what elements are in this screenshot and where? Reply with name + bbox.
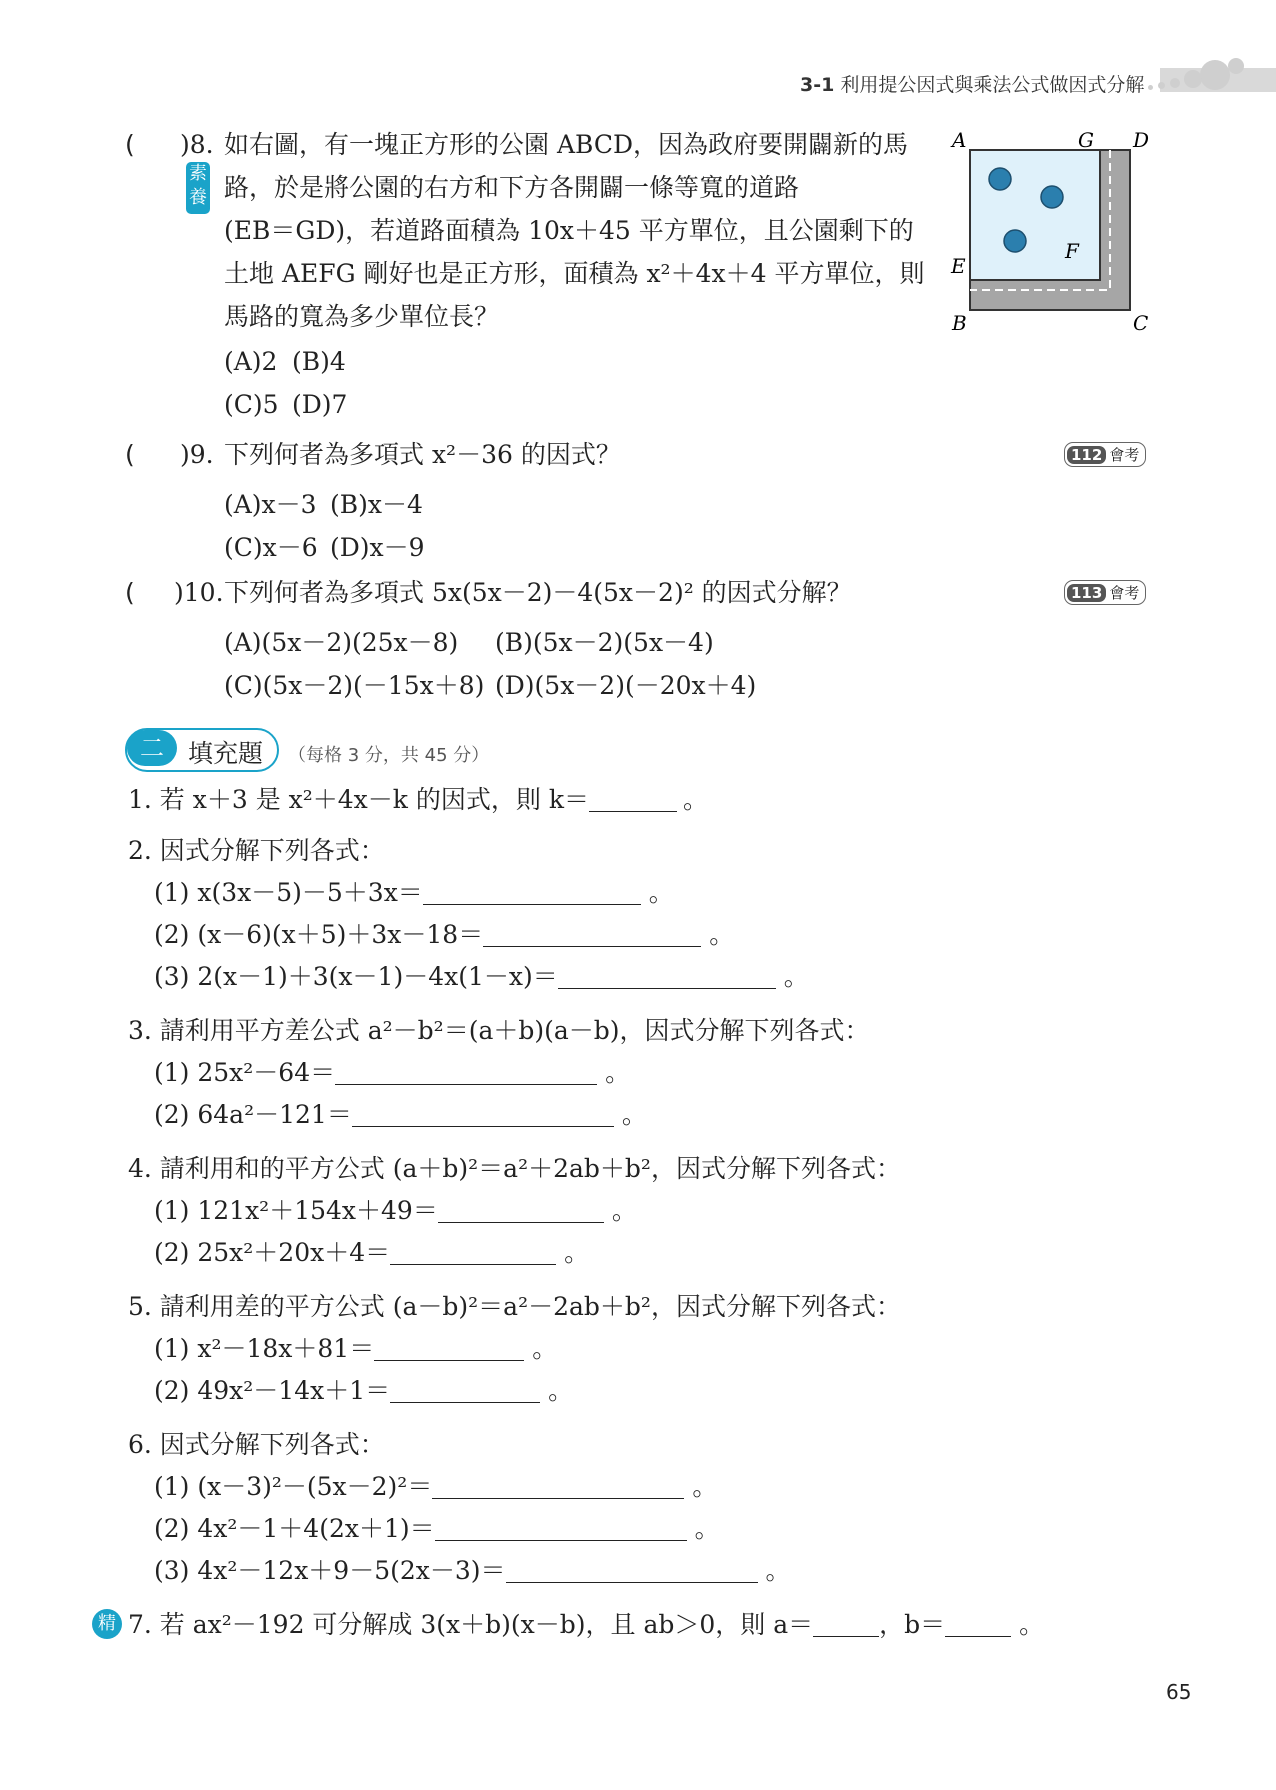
fill-item [154, 1336, 557, 1361]
option-a: (A)x－3 [224, 490, 317, 519]
option-d: (D)(5x－2)(－20x＋4) [495, 671, 757, 700]
question-number: )8. [180, 130, 214, 159]
label-f: F [1065, 239, 1079, 263]
answer-blank[interactable] [506, 1558, 758, 1583]
question-text-mid: ，b＝ [879, 1610, 946, 1639]
item-text: (1) x(3x－5)－5＋3x＝ [154, 878, 423, 907]
answer-blank[interactable] [558, 964, 776, 989]
label-g: G [1078, 128, 1094, 152]
fill-question-4-stem: 4. 請利用和的平方公式 (a＋b)²＝a²＋2ab＋b²，因式分解下列各式： [128, 1154, 901, 1183]
badge-text: 會考 [1109, 446, 1140, 464]
period: 。 [621, 1100, 647, 1129]
item-text: (3) 4x²－12x＋9－5(2x－3)＝ [154, 1556, 506, 1585]
label-a: A [952, 128, 967, 152]
item-text: (2) 49x²－14x＋1＝ [154, 1376, 391, 1405]
question-text: 7. 若 ax²－192 可分解成 3(x＋b)(x－b)，且 ab＞0，則 a＝ [128, 1610, 814, 1639]
item-text: (2) 25x²＋20x＋4＝ [154, 1238, 391, 1267]
label-e: E [951, 254, 966, 278]
period: 。 [648, 878, 674, 907]
option-d: (D)x－9 [330, 533, 425, 562]
answer-blank[interactable] [438, 1198, 604, 1223]
fill-item [154, 1060, 630, 1085]
option-c: (C)(5x－2)(－15x＋8) [224, 671, 485, 700]
period: 。 [709, 920, 735, 949]
answer-blank[interactable] [390, 1378, 540, 1403]
badge-year: 113 [1067, 584, 1106, 602]
option-d: (D)7 [292, 390, 348, 419]
question-text-line: 土地 AEFG 剛好也是正方形，面積為 x²＋4x＋4 平方單位，則 [224, 259, 925, 288]
question-text-line: (EB＝GD)，若道路面積為 10x＋45 平方單位，且公園剩下的 [224, 216, 914, 245]
badge-text: 會考 [1109, 584, 1140, 602]
fill-question-1 [128, 787, 708, 812]
question-text-line: 如右圖，有一塊正方形的公園 ABCD，因為政府要開闢新的馬 [224, 130, 909, 159]
badge-year: 112 [1067, 446, 1106, 464]
exam-badge [1064, 442, 1146, 467]
fill-question-7 [128, 1612, 1044, 1637]
section-title: 利用提公因式與乘法公式做因式分解 [840, 74, 1145, 96]
answer-blank[interactable] [374, 1336, 524, 1361]
answer-blank-a[interactable] [813, 1612, 879, 1637]
item-text: (1) 25x²－64＝ [154, 1058, 336, 1087]
period: 。 [694, 1514, 720, 1543]
fill-item [154, 1474, 717, 1499]
page-number: 65 [1166, 1680, 1192, 1704]
fill-item [154, 1198, 637, 1223]
question-number: )9. [180, 440, 214, 469]
period: 。 [564, 1238, 590, 1267]
fill-item [154, 964, 809, 989]
option-c: (C)5 [224, 390, 279, 419]
item-text: (2) 4x²－1＋4(2x＋1)＝ [154, 1514, 435, 1543]
item-text: (2) (x－6)(x＋5)＋3x－18＝ [154, 920, 484, 949]
option-b: (B)x－4 [330, 490, 423, 519]
period: 。 [1019, 1610, 1045, 1639]
exam-badge [1064, 580, 1146, 605]
park-figure [945, 125, 1155, 335]
answer-blank[interactable] [423, 880, 641, 905]
answer-blank-b[interactable] [945, 1612, 1011, 1637]
answer-blank[interactable] [335, 1060, 597, 1085]
item-text: (2) 64a²－121＝ [154, 1100, 352, 1129]
park-area-aefg [970, 150, 1100, 280]
fill-question-6-stem: 6. 因式分解下列各式： [128, 1430, 385, 1459]
running-header [800, 70, 1144, 97]
period: 。 [548, 1376, 574, 1405]
fill-question-5-stem: 5. 請利用差的平方公式 (a－b)²＝a²－2ab＋b²，因式分解下列各式： [128, 1292, 901, 1321]
period: 。 [682, 785, 708, 814]
fill-question-2-stem: 2. 因式分解下列各式： [128, 836, 385, 865]
fill-item [154, 922, 734, 947]
header-decor-dots [1140, 58, 1276, 98]
section-score-note: （每格 3 分，共 45 分） [288, 745, 490, 766]
option-a: (A)(5x－2)(25x－8) [224, 628, 459, 657]
section-title: 填充題 [188, 739, 264, 768]
selected-tag: 精 [92, 1609, 122, 1639]
period: 。 [783, 962, 809, 991]
question-text-line: 馬路的寬為多少單位長？ [224, 302, 500, 331]
label-d: D [1133, 128, 1150, 152]
answer-blank[interactable] [352, 1102, 614, 1127]
fill-item [154, 1558, 791, 1583]
fill-question-3-stem: 3. 請利用平方差公式 a²－b²＝(a＋b)(a－b)，因式分解下列各式： [128, 1016, 870, 1045]
answer-blank[interactable] [483, 922, 701, 947]
item-text: (1) (x－3)²－(5x－2)²＝ [154, 1472, 433, 1501]
period: 。 [611, 1196, 637, 1225]
period: 。 [692, 1472, 718, 1501]
fill-item [154, 1240, 589, 1265]
literacy-tag: 素養 [186, 162, 210, 214]
option-a: (A)2 [224, 347, 278, 376]
period: 。 [765, 1556, 791, 1585]
fill-item [154, 880, 674, 905]
answer-blank[interactable] [589, 787, 677, 812]
fill-item [154, 1516, 720, 1541]
item-text: (1) 121x²＋154x＋49＝ [154, 1196, 438, 1225]
section-number-badge: 二 [127, 730, 177, 766]
option-b: (B)(5x－2)(5x－4) [495, 628, 714, 657]
period: 。 [532, 1334, 558, 1363]
fill-item [154, 1378, 573, 1403]
question-text: 1. 若 x＋3 是 x²＋4x－k 的因式，則 k＝ [128, 785, 589, 814]
question-text: 下列何者為多項式 5x(5x－2)－4(5x－2)² 的因式分解？ [224, 578, 852, 607]
question-text: 下列何者為多項式 x²－36 的因式？ [224, 440, 621, 469]
answer-blank[interactable] [435, 1516, 687, 1541]
item-text: (3) 2(x－1)＋3(x－1)－4x(1－x)＝ [154, 962, 558, 991]
answer-blank[interactable] [432, 1474, 684, 1499]
question-text-line: 路，於是將公園的右方和下方各開闢一條等寬的道路 [224, 173, 800, 202]
period: 。 [605, 1058, 631, 1087]
answer-paren: ( [125, 578, 135, 607]
answer-paren: ( [125, 130, 135, 159]
label-b: B [952, 311, 967, 335]
answer-paren: ( [125, 440, 135, 469]
item-text: (1) x²－18x＋81＝ [154, 1334, 375, 1363]
section-number: 3-1 [800, 74, 835, 96]
question-number: )10. [174, 578, 224, 607]
option-b: (B)4 [292, 347, 346, 376]
option-c: (C)x－6 [224, 533, 318, 562]
fill-item [154, 1102, 647, 1127]
label-c: C [1133, 311, 1149, 335]
answer-blank[interactable] [390, 1240, 556, 1265]
